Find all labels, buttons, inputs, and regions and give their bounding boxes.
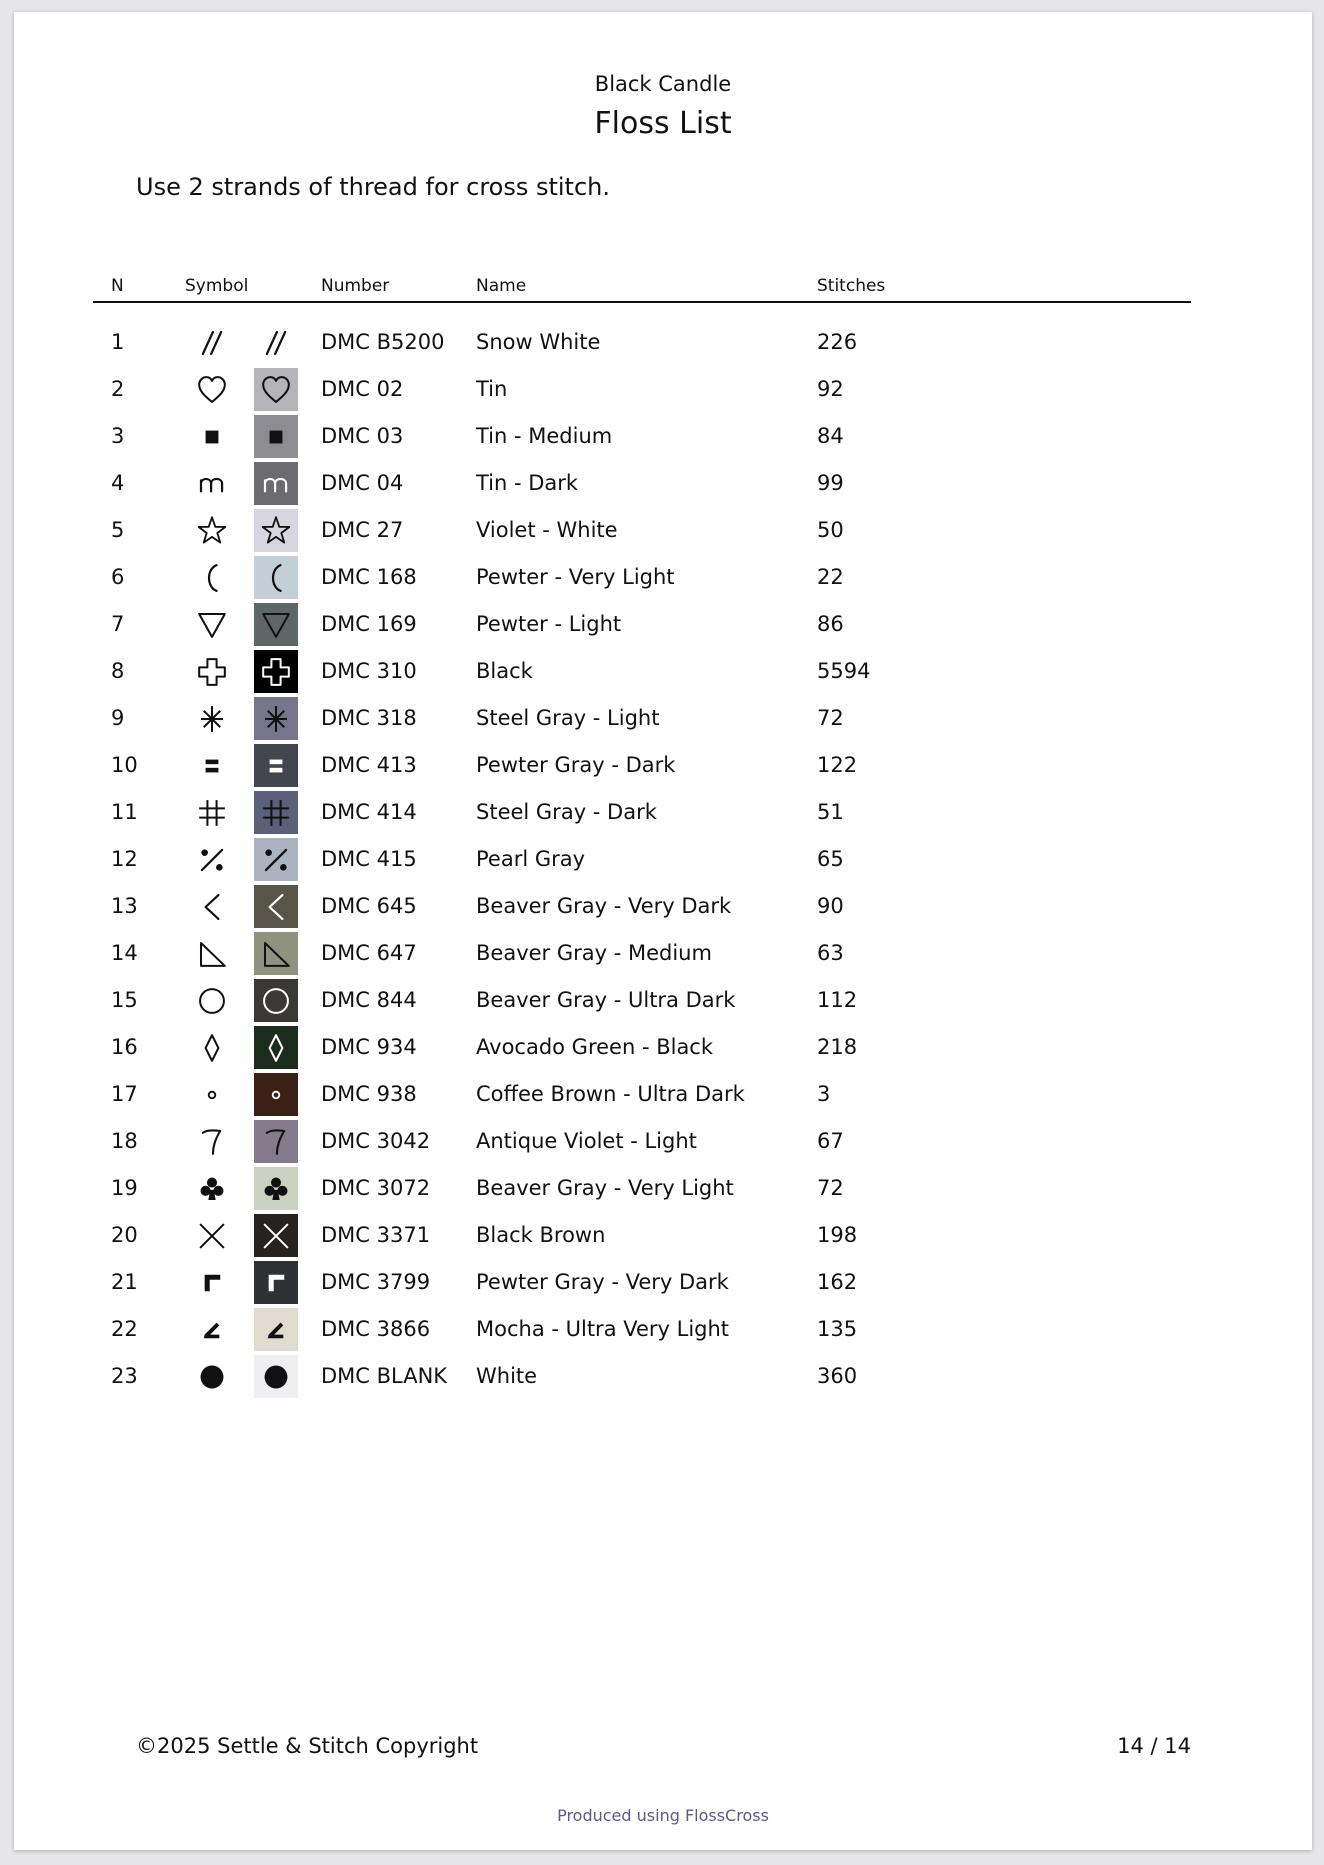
stitch-count: 65 bbox=[817, 847, 844, 871]
row-index: 17 bbox=[111, 1082, 138, 1106]
page-number: 14 / 14 bbox=[1117, 1734, 1191, 1758]
stitch-count: 5594 bbox=[817, 659, 871, 683]
row-index: 23 bbox=[111, 1364, 138, 1388]
hash-icon bbox=[189, 789, 235, 836]
producer-credit: Produced using FlossCross bbox=[557, 1806, 769, 1825]
floss-number: DMC 04 bbox=[321, 471, 404, 495]
table-row bbox=[14, 977, 1312, 1024]
table-row bbox=[14, 1212, 1312, 1259]
table-row bbox=[14, 789, 1312, 836]
floss-number: DMC 27 bbox=[321, 518, 404, 542]
floss-number: DMC 3042 bbox=[321, 1129, 431, 1153]
floss-number: DMC 3799 bbox=[321, 1270, 431, 1294]
page-title: Floss List bbox=[594, 106, 732, 141]
heart-icon bbox=[189, 366, 235, 413]
x-cross-icon bbox=[189, 1212, 235, 1259]
floss-name: Snow White bbox=[476, 330, 601, 354]
column-header-n: N bbox=[111, 276, 124, 296]
stitch-count: 90 bbox=[817, 894, 844, 918]
floss-number: DMC 934 bbox=[321, 1035, 417, 1059]
filled-circle-icon bbox=[189, 1353, 235, 1400]
floss-name: Beaver Gray - Very Light bbox=[476, 1176, 734, 1200]
stitch-count: 360 bbox=[817, 1364, 858, 1388]
row-index: 19 bbox=[111, 1176, 138, 1200]
table-row bbox=[14, 413, 1312, 460]
floss-number: DMC 03 bbox=[321, 424, 404, 448]
floss-number: DMC 3371 bbox=[321, 1223, 431, 1247]
color-swatch bbox=[254, 509, 298, 552]
wedge-icon bbox=[189, 1306, 235, 1353]
floss-name: Pearl Gray bbox=[476, 847, 586, 871]
stitch-count: 67 bbox=[817, 1129, 844, 1153]
table-row bbox=[14, 601, 1312, 648]
color-swatch bbox=[254, 1261, 298, 1304]
row-index: 16 bbox=[111, 1035, 138, 1059]
floss-number: DMC 647 bbox=[321, 941, 417, 965]
floss-name: Black bbox=[476, 659, 533, 683]
floss-name: Antique Violet - Light bbox=[476, 1129, 697, 1153]
row-index: 18 bbox=[111, 1129, 138, 1153]
table-row bbox=[14, 883, 1312, 930]
row-index: 14 bbox=[111, 941, 138, 965]
asterisk-icon bbox=[189, 695, 235, 742]
floss-number: DMC BLANK bbox=[321, 1364, 448, 1388]
filled-square-icon bbox=[189, 413, 235, 460]
table-row bbox=[14, 1118, 1312, 1165]
instruction-text: Use 2 strands of thread for cross stitch. bbox=[136, 173, 610, 201]
stitch-count: 135 bbox=[817, 1317, 858, 1341]
table-row bbox=[14, 648, 1312, 695]
floss-name: White bbox=[476, 1364, 538, 1388]
color-swatch bbox=[254, 1167, 298, 1210]
crescent-icon bbox=[189, 554, 235, 601]
floss-number: DMC 645 bbox=[321, 894, 417, 918]
floss-name: Coffee Brown - Ultra Dark bbox=[476, 1082, 745, 1106]
table-row bbox=[14, 836, 1312, 883]
row-index: 3 bbox=[111, 424, 125, 448]
floss-name: Steel Gray - Dark bbox=[476, 800, 657, 824]
floss-number: DMC 415 bbox=[321, 847, 417, 871]
stitch-count: 99 bbox=[817, 471, 844, 495]
double-slash-icon bbox=[189, 319, 235, 366]
club-icon bbox=[189, 1165, 235, 1212]
color-swatch bbox=[254, 1308, 298, 1351]
stitch-count: 51 bbox=[817, 800, 844, 824]
page bbox=[14, 12, 1312, 1850]
right-triangle-icon bbox=[189, 930, 235, 977]
table-row bbox=[14, 1024, 1312, 1071]
floss-table bbox=[14, 319, 1312, 1400]
color-swatch bbox=[254, 744, 298, 787]
color-swatch bbox=[254, 556, 298, 599]
color-swatch bbox=[254, 838, 298, 881]
row-index: 4 bbox=[111, 471, 125, 495]
floss-number: DMC 168 bbox=[321, 565, 417, 589]
color-swatch bbox=[254, 979, 298, 1022]
stitch-count: 3 bbox=[817, 1082, 831, 1106]
floss-number: DMC 318 bbox=[321, 706, 417, 730]
row-index: 22 bbox=[111, 1317, 138, 1341]
floss-number: DMC B5200 bbox=[321, 330, 445, 354]
table-row bbox=[14, 1353, 1312, 1400]
stitch-count: 226 bbox=[817, 330, 858, 354]
color-swatch bbox=[254, 368, 298, 411]
color-swatch bbox=[254, 1073, 298, 1116]
m-glyph-icon bbox=[189, 460, 235, 507]
floss-number: DMC 844 bbox=[321, 988, 417, 1012]
floss-name: Pewter Gray - Very Dark bbox=[476, 1270, 729, 1294]
floss-number: DMC 414 bbox=[321, 800, 417, 824]
column-header-number: Number bbox=[321, 276, 390, 296]
table-row bbox=[14, 507, 1312, 554]
diamond-icon bbox=[189, 1024, 235, 1071]
percent-icon bbox=[189, 836, 235, 883]
row-index: 1 bbox=[111, 330, 125, 354]
table-row bbox=[14, 1071, 1312, 1118]
color-swatch bbox=[254, 1026, 298, 1069]
stitch-count: 162 bbox=[817, 1270, 858, 1294]
row-index: 21 bbox=[111, 1270, 138, 1294]
small-circle-icon bbox=[189, 1071, 235, 1118]
stitch-count: 122 bbox=[817, 753, 858, 777]
floss-number: DMC 310 bbox=[321, 659, 417, 683]
floss-name: Pewter - Very Light bbox=[476, 565, 675, 589]
floss-number: DMC 169 bbox=[321, 612, 417, 636]
row-index: 8 bbox=[111, 659, 125, 683]
floss-name: Tin bbox=[476, 377, 508, 401]
header-rule bbox=[93, 301, 1191, 303]
stitch-count: 198 bbox=[817, 1223, 858, 1247]
column-header-symbol: Symbol bbox=[185, 276, 249, 296]
table-row bbox=[14, 554, 1312, 601]
floss-name: Black Brown bbox=[476, 1223, 606, 1247]
row-index: 6 bbox=[111, 565, 125, 589]
floss-number: DMC 413 bbox=[321, 753, 417, 777]
table-row bbox=[14, 930, 1312, 977]
color-swatch bbox=[254, 650, 298, 693]
color-swatch bbox=[254, 321, 298, 364]
row-index: 9 bbox=[111, 706, 125, 730]
chevron-left-icon bbox=[189, 883, 235, 930]
table-row bbox=[14, 460, 1312, 507]
color-swatch bbox=[254, 1355, 298, 1398]
row-index: 7 bbox=[111, 612, 125, 636]
color-swatch bbox=[254, 1214, 298, 1257]
floss-name: Beaver Gray - Very Dark bbox=[476, 894, 732, 918]
floss-name: Pewter Gray - Dark bbox=[476, 753, 676, 777]
triangle-down-icon bbox=[189, 601, 235, 648]
stitch-count: 72 bbox=[817, 1176, 844, 1200]
seven-glyph-icon bbox=[189, 1118, 235, 1165]
row-index: 13 bbox=[111, 894, 138, 918]
row-index: 10 bbox=[111, 753, 138, 777]
row-index: 5 bbox=[111, 518, 125, 542]
floss-name: Tin - Dark bbox=[476, 471, 579, 495]
color-swatch bbox=[254, 603, 298, 646]
stitch-count: 84 bbox=[817, 424, 844, 448]
table-row bbox=[14, 1306, 1312, 1353]
column-header-stitches: Stitches bbox=[817, 276, 886, 296]
floss-number: DMC 02 bbox=[321, 377, 404, 401]
color-swatch bbox=[254, 697, 298, 740]
row-index: 2 bbox=[111, 377, 125, 401]
column-header-name: Name bbox=[476, 276, 527, 296]
stitch-count: 22 bbox=[817, 565, 844, 589]
floss-name: Avocado Green - Black bbox=[476, 1035, 714, 1059]
floss-name: Steel Gray - Light bbox=[476, 706, 660, 730]
stitch-count: 50 bbox=[817, 518, 844, 542]
table-row bbox=[14, 742, 1312, 789]
equals-icon bbox=[189, 742, 235, 789]
plus-outline-icon bbox=[189, 648, 235, 695]
stitch-count: 92 bbox=[817, 377, 844, 401]
floss-number: DMC 3072 bbox=[321, 1176, 431, 1200]
row-index: 15 bbox=[111, 988, 138, 1012]
floss-name: Beaver Gray - Medium bbox=[476, 941, 712, 965]
floss-name: Mocha - Ultra Very Light bbox=[476, 1317, 730, 1341]
table-row bbox=[14, 319, 1312, 366]
table-row bbox=[14, 1259, 1312, 1306]
circle-outline-icon bbox=[189, 977, 235, 1024]
floss-name: Beaver Gray - Ultra Dark bbox=[476, 988, 736, 1012]
color-swatch bbox=[254, 462, 298, 505]
floss-name: Tin - Medium bbox=[476, 424, 613, 448]
color-swatch bbox=[254, 415, 298, 458]
stitch-count: 112 bbox=[817, 988, 858, 1012]
star-icon bbox=[189, 507, 235, 554]
color-swatch bbox=[254, 932, 298, 975]
row-index: 11 bbox=[111, 800, 138, 824]
floss-number: DMC 938 bbox=[321, 1082, 417, 1106]
corner-icon bbox=[189, 1259, 235, 1306]
floss-name: Violet - White bbox=[476, 518, 618, 542]
color-swatch bbox=[254, 791, 298, 834]
stitch-count: 86 bbox=[817, 612, 844, 636]
color-swatch bbox=[254, 1120, 298, 1163]
stitch-count: 72 bbox=[817, 706, 844, 730]
floss-number: DMC 3866 bbox=[321, 1317, 431, 1341]
floss-name: Pewter - Light bbox=[476, 612, 622, 636]
row-index: 12 bbox=[111, 847, 138, 871]
table-row bbox=[14, 366, 1312, 413]
row-index: 20 bbox=[111, 1223, 138, 1247]
pattern-title: Black Candle bbox=[594, 72, 732, 96]
table-row bbox=[14, 1165, 1312, 1212]
stitch-count: 63 bbox=[817, 941, 844, 965]
table-row bbox=[14, 695, 1312, 742]
copyright-text: ©2025 Settle & Stitch Copyright bbox=[136, 1734, 479, 1758]
color-swatch bbox=[254, 885, 298, 928]
stitch-count: 218 bbox=[817, 1035, 858, 1059]
